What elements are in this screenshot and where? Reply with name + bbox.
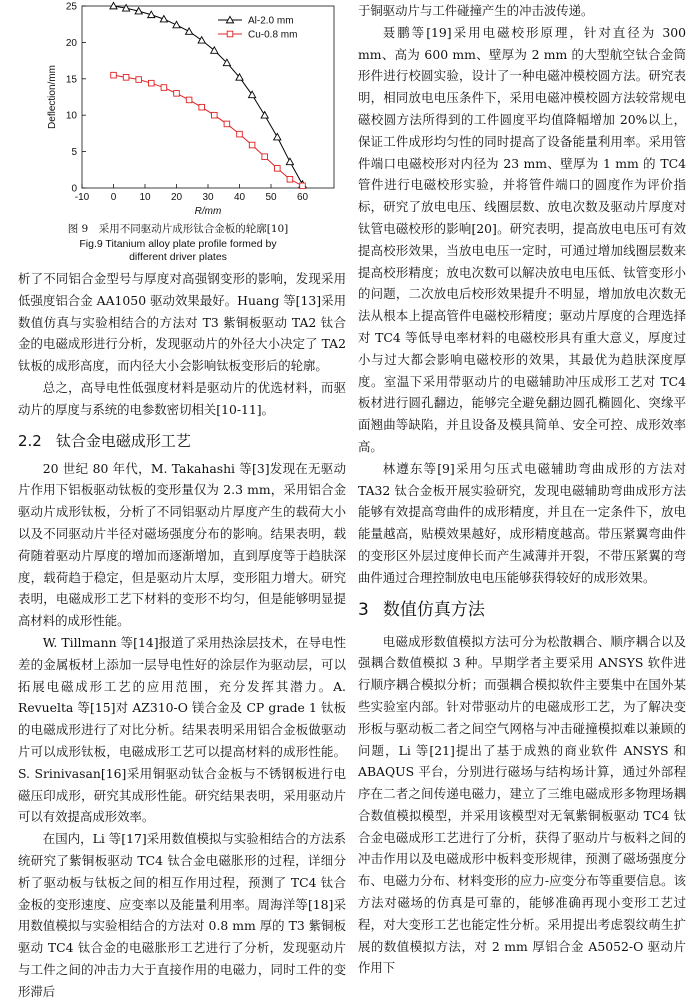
x-tick-label: 0 — [110, 192, 117, 203]
x-tick-label: 20 — [170, 192, 183, 203]
section-title: 数值仿真方法 — [382, 599, 485, 620]
paragraph: 电磁成形数值模拟方法可分为松散耦合、顺序耦合以及强耦合数值模拟 3 种。早期学者主要采用 ANSYS 软件进行顺序耦合模拟分析；而强耦合模拟软件主要集中在国外某些实验室内部。针对带驱动片的电磁成形工艺，为了解决变形板与驱动板二者之间空气网格与冲击碰撞模拟难以兼顾的问题，Li 等[21]提出了基于成熟的商业软件 ANSYS 和 ABAQUS 平台，分别进行磁场与结构场计算，通过外部程序在二者之间传递电磁力，建立了三维电磁成形多物理场耦合数值模拟模型，并采用该模型对无氧紫铜板驱动 TC4 钛合金电磁成形工艺进行了分析，获得了驱动片与板料之间的冲击作用以及电磁成形中板料变形规律，预测了磁场强度分布、电磁力分布、材料变形的应力-应变分布等重要信息。该方法对磁场的仿真是可靠的，能够准确再现小变形工艺过程，对大变形工艺也能定性分析。采用提出考虑裂纹萌生扩展的数值模拟方法，对 2 mm 厚铝合金 A5052-O 驱动片作用下 — [358, 633, 686, 976]
data-point-series-2 — [212, 112, 218, 118]
y-tick-label: 0 — [71, 183, 77, 195]
figure-caption-zh: 图 9 采用不同驱动片成形钛合金板的轮廓[10] — [67, 223, 289, 235]
data-point-series-2 — [275, 166, 281, 172]
data-point-series-2 — [224, 121, 230, 127]
left-column — [18, 0, 346, 1003]
data-point-series-1 — [286, 158, 293, 164]
y-axis-label: Deflection/mm — [47, 65, 58, 129]
data-point-series-2 — [249, 142, 255, 148]
y-tick-label: 10 — [65, 110, 77, 122]
y-tick-label: 15 — [65, 74, 77, 86]
x-axis-label: R/mm — [194, 206, 222, 217]
legend-label-2: Cu-0.8 mm — [248, 29, 298, 41]
data-point-series-2 — [111, 72, 117, 78]
legend-marker-2 — [227, 31, 233, 37]
y-tick-label: 25 — [65, 1, 77, 13]
data-point-series-1 — [274, 133, 281, 139]
data-point-series-2 — [262, 154, 268, 160]
legend-label-1: Al-2.0 mm — [248, 15, 294, 27]
y-tick-label: 20 — [65, 37, 77, 49]
data-point-series-1 — [249, 91, 256, 97]
data-point-series-2 — [123, 75, 129, 81]
x-tick-label: 40 — [233, 192, 246, 203]
data-point-series-1 — [261, 112, 268, 118]
paragraph: 20 世纪 80 年代，M. Takahashi 等[3]发现在无驱动片作用下铝板驱动钛板的变形量仅为 2.3 mm，采用铝合金驱动片成形钛板，分析了不同铝驱动片厚度产生的载荷大小以及不同驱动片半径对磁场强度分布的影响。结果表明，载荷随着驱动片厚度的增加而逐渐增加，直到厚度等于趋肤深度，载荷趋于稳定，但是驱动片太厚，变形阻力增大。研究表明，电磁成形工艺下材料的变形不均匀，但是能够明显提高材料的成形性能。 — [18, 460, 346, 629]
data-point-series-2 — [186, 97, 192, 103]
section-number: 3 — [358, 599, 369, 620]
paragraph: W. Tillmann 等[14]报道了采用热涂层技术，在导电性差的金属板材上添加一层导电性好的涂层作为驱动层，可以拓展电磁成形工艺的应用范围，充分发挥其潜力。A. Revuelta 等[15]对 AZ310-O 镁合金及 CP grade 1 钛板的电磁成形进行了对比分析。结果表明采用铝合金板做驱动片可以成形钛板，电磁成形工艺可以提高材料的成形性能。S. Srinivasan[16]采用铜驱动钛合金板与不锈钢板进行电磁压印成形，研究其成形性能。研究结果表明，采用驱动片可以有效提高成形效率。 — [18, 634, 346, 825]
data-point-series-2 — [300, 183, 306, 189]
data-point-series-2 — [174, 91, 180, 97]
paragraph: 于铜驱动片与工件碰撞产生的冲击波传递。 — [358, 3, 594, 18]
data-point-series-2 — [161, 85, 167, 91]
section-heading-2-2 — [18, 430, 346, 452]
y-tick-label: 5 — [71, 147, 77, 159]
data-point-series-2 — [287, 176, 293, 182]
x-tick-label: 60 — [296, 192, 309, 203]
paragraph: 在国内，Li 等[17]采用数值模拟与实验相结合的方法系统研究了紫铜板驱动 TC4 钛合金电磁胀形的过程，详细分析了驱动板与钛板之间的相互作用过程，预测了 TC4 钛合金板的变形速度、应变率以及能量利用率。周海洋等[18]采用数值模拟与实验相结合的方法对 0.8 mm 厚的 T3 紫铜板驱动 TC4 钛合金的电磁胀形工艺进行了分析，发现驱动片与工件之间的冲击力大于直接作用的电磁力，同时工件的变形滞后 — [18, 831, 346, 999]
deflection-chart — [18, 0, 338, 222]
paragraph: 聂鹏等[19]采用电磁校形原理，针对直径为 300 mm、高为 600 mm、壁厚为 2 mm 的大型航空钛合金筒形件进行校圆实验，设计了一种电磁冲模校圆方法。研究表明，相同放电电压条件下，采用电磁冲模校圆方法较常规电磁校圆方法所得到的工件圆度平均值降幅增加 20%以上，保证工件成形均匀性的同时提高了设备能量利用率。采用管件端口电磁校形对内径为 23 mm、壁厚为 1 mm 的 TC4 管件进行电磁校形实验，并将管件端口的圆度作为评价指标，研究了放电电压、线圈层数、放电次数及驱动片厚度对钛管电磁校形的影响[20]。研究表明，提高放电电压可有效提高校形效果，当放电电压一定时，可通过增加线圈层数来提高校形精度；放电次数可以解决放电电压低、钛管变形小的问题，二次放电后校形效果提升不明显，增加放电次数无法从根本上提高管件电磁校形精度；驱动片厚度的合理选择对 TC4 等低导电率材料的电磁校形具有重大意义，厚度过小与过大都会影响电磁校形的效果，其最优为趋肤深度厚度。室温下采用带驱动片的电磁辅助冲压成形工艺对 TC4 板材进行圆孔翻边，能够完全避免翻边圆孔椭圆化、突缘平面翘曲等缺陷，并且设备及模具简单、安全可控、成形效率高。 — [358, 24, 686, 454]
data-point-series-1 — [173, 21, 180, 27]
data-point-series-2 — [136, 77, 142, 83]
data-point-series-1 — [198, 37, 205, 43]
data-point-series-2 — [199, 104, 205, 110]
paragraph: 林遵东等[9]采用匀压式电磁辅助弯曲成形的方法对 TA32 钛合金板开展实验研究，发现电磁辅助弯曲成形方法能够有效提高弯曲件的成形精度，并且在一定条件下，放电能量越高，贴模效果越好，成形精度越高。带压紧翼弯曲件的变形区外层过度伸长而产生减薄并开裂，不带压紧翼的弯曲件通过合理控制放电电压能够获得较好的成形效果。 — [358, 460, 686, 585]
section-heading-3 — [358, 597, 686, 623]
x-tick-label: -10 — [74, 192, 90, 203]
figure-9 — [18, 0, 346, 268]
figure-caption-en-line1: Fig.9 Titanium alloy plate profile formed by — [79, 238, 277, 250]
data-point-series-2 — [237, 131, 243, 137]
paragraph: 析了不同铝合金型号与厚度对高强钢变形的影响，发现采用低强度铝合金 AA1050 驱动效果最好。Huang 等[13]采用数值仿真与实验相结合的方法对 T3 紫铜板驱动 TA2 钛合金的电磁成形进行分析，发现驱动片的外径大小决定了 TA2 钛板的成形高度，而内径大小会影响钛板变形后的轮廓。 — [18, 271, 346, 374]
section-number: 2.2 — [18, 431, 42, 450]
x-tick-label: 30 — [202, 192, 214, 203]
data-point-series-1 — [186, 28, 193, 34]
x-tick-label: 50 — [265, 192, 277, 203]
section-title: 钛合金电磁成形工艺 — [55, 431, 191, 450]
figure-caption-en-line2: different driver plates — [129, 251, 227, 263]
data-point-series-2 — [149, 80, 155, 86]
x-tick-label: 10 — [139, 192, 151, 203]
figure-caption-en — [18, 238, 338, 264]
right-column — [358, 0, 686, 979]
paragraph: 总之，高导电性低强度材料是驱动片的优选材料，而驱动片的厚度与系统的电参数密切相关[10-11]。 — [18, 379, 346, 417]
